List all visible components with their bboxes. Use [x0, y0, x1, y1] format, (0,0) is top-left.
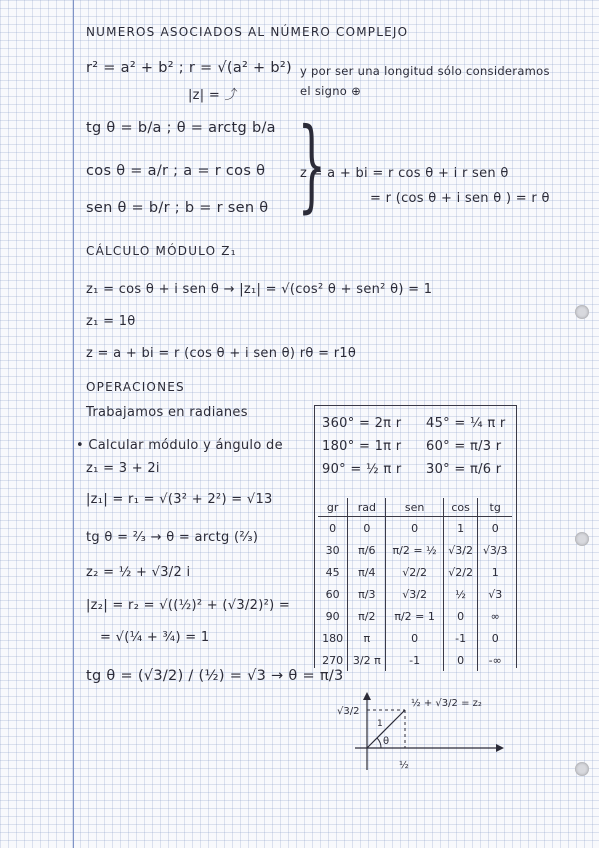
table-cell: 0 — [386, 517, 443, 540]
equation-sine: sen θ = b/r ; b = r sen θ — [86, 200, 269, 216]
equation-z2-value: z₂ = ½ + √3/2 i — [86, 565, 191, 580]
table-row — [318, 605, 512, 627]
table-cell: √3/2 — [443, 539, 478, 561]
table-row — [318, 649, 512, 671]
table-header-row — [318, 498, 512, 517]
bullet-calcular: • Calcular módulo y ángulo de — [76, 438, 283, 453]
section-title-operaciones: OPERACIONES — [86, 380, 185, 394]
sketch-x-label: ½ — [399, 760, 409, 771]
table-header-rad: rad — [348, 498, 386, 517]
equation-z1-polar: z₁ = 1θ — [86, 314, 136, 329]
equation-tangent: tg θ = b/a ; θ = arctg b/a — [86, 120, 276, 136]
conversion-right-45: 45° = ¼ π r — [426, 416, 506, 431]
punch-hole — [575, 762, 589, 776]
table-cell: 60 — [325, 587, 340, 601]
equation-modulus-z2-result: = √(¼ + ¾) = 1 — [100, 630, 210, 645]
sketch-point-label: ½ + √3/2 = z₂ — [411, 698, 482, 709]
equation-mod-z: |z| = ⤴ — [188, 88, 238, 103]
equation-modulus-z1: |z₁| = r₁ = √(3² + 2²) = √13 — [86, 492, 273, 507]
table-cell: 0 — [329, 521, 337, 535]
table-cell: 1 — [478, 561, 512, 583]
table-row — [318, 583, 512, 605]
table-row — [318, 517, 512, 540]
section-title-numeros-asociados: NUMEROS ASOCIADOS AL NÚMERO COMPLEJO — [86, 25, 409, 39]
trig-values-table — [318, 498, 512, 671]
table-cell: 0 — [443, 605, 478, 627]
sketch-angle-label: θ — [383, 736, 390, 747]
equation-tg-z2: tg θ = (√3/2) / (½) = √3 → θ = π/3 — [86, 668, 344, 684]
note-signo: el signo ⊕ — [300, 84, 362, 98]
table-row — [318, 539, 512, 561]
equation-z1-value: z₁ = 3 + 2i — [86, 461, 160, 476]
table-cell: π/2 — [348, 605, 386, 627]
table-cell: 90 — [325, 609, 340, 623]
table-cell: ∞ — [478, 605, 512, 627]
equation-tg-z1: tg θ = ²⁄₃ → θ = arctg (²⁄₃) — [86, 530, 259, 545]
table-cell: √3 — [478, 583, 512, 605]
table-cell: 0 — [478, 627, 512, 649]
equation-z-general: z = a + bi = r (cos θ + i sen θ) rθ = r1θ — [86, 346, 357, 361]
punch-hole — [575, 305, 589, 319]
table-cell: 0 — [386, 627, 443, 649]
equation-z-trig: = r (cos θ + i sen θ ) = r θ — [370, 191, 550, 206]
table-row — [318, 627, 512, 649]
equation-modulus-z2: |z₂| = r₂ = √((½)² + (√3/2)²) = — [86, 598, 291, 613]
table-cell: π/6 — [348, 539, 386, 561]
table-header-gr: gr — [318, 498, 348, 517]
table-cell: π/3 — [348, 583, 386, 605]
table-cell: 0 — [478, 517, 512, 540]
table-header-cos: cos — [443, 498, 478, 517]
note-radianes: Trabajamos en radianes — [86, 405, 248, 420]
table-cell: 0 — [348, 517, 386, 540]
equation-z-polar: z = a + bi = r cos θ + i r sen θ — [300, 166, 509, 181]
table-cell: -1 — [443, 627, 478, 649]
x-axis-arrow — [496, 744, 504, 752]
section-title-calculo-modulo: CÁLCULO MÓDULO Z₁ — [86, 244, 237, 258]
conversion-left-360: 360° = 2π r — [322, 416, 402, 431]
conversion-right-30: 30° = π/6 r — [426, 462, 502, 477]
equation-z1-modulus: z₁ = cos θ + i sen θ → |z₁| = √(cos² θ + sen² θ) = 1 — [86, 282, 433, 297]
table-cell: 30 — [325, 543, 340, 557]
table-cell: √3/2 — [386, 583, 443, 605]
table-cell: 1 — [443, 517, 478, 540]
table-cell: √2/2 — [443, 561, 478, 583]
table-cell: π/2 = ½ — [386, 539, 443, 561]
conversion-left-180: 180° = 1π r — [322, 439, 402, 454]
table-cell: -1 — [386, 649, 443, 671]
sketch-r-label: 1 — [377, 719, 383, 729]
equation-modulus: r² = a² + b² ; r = √(a² + b²) — [86, 60, 292, 76]
table-cell: √3/3 — [478, 539, 512, 561]
table-cell: π/4 — [348, 561, 386, 583]
y-axis-arrow — [363, 692, 371, 700]
equation-cosine: cos θ = a/r ; a = r cos θ — [86, 163, 266, 179]
curly-brace: } — [297, 106, 327, 223]
table-row — [318, 561, 512, 583]
table-cell: π — [348, 627, 386, 649]
table-cell: 270 — [322, 653, 344, 667]
table-cell: 0 — [443, 649, 478, 671]
conversion-right-60: 60° = π/3 r — [426, 439, 502, 454]
angle-arc — [377, 738, 381, 748]
table-cell: √2/2 — [386, 561, 443, 583]
punch-hole — [575, 532, 589, 546]
table-cell: -∞ — [478, 649, 512, 671]
table-cell: ½ — [443, 583, 478, 605]
table-cell: 45 — [325, 565, 340, 579]
complex-plane-sketch — [335, 690, 510, 775]
sketch-y-label: √3/2 — [337, 706, 360, 717]
table-header-tg: tg — [478, 498, 512, 517]
margin-line — [73, 0, 74, 848]
note-longitud: y por ser una longitud sólo consideramos — [300, 64, 550, 78]
table-header-sen: sen — [386, 498, 443, 517]
table-cell: 180 — [322, 631, 344, 645]
table-cell: 3/2 π — [348, 649, 386, 671]
conversion-left-90: 90° = ½ π r — [322, 462, 402, 477]
table-cell: π/2 = 1 — [386, 605, 443, 627]
